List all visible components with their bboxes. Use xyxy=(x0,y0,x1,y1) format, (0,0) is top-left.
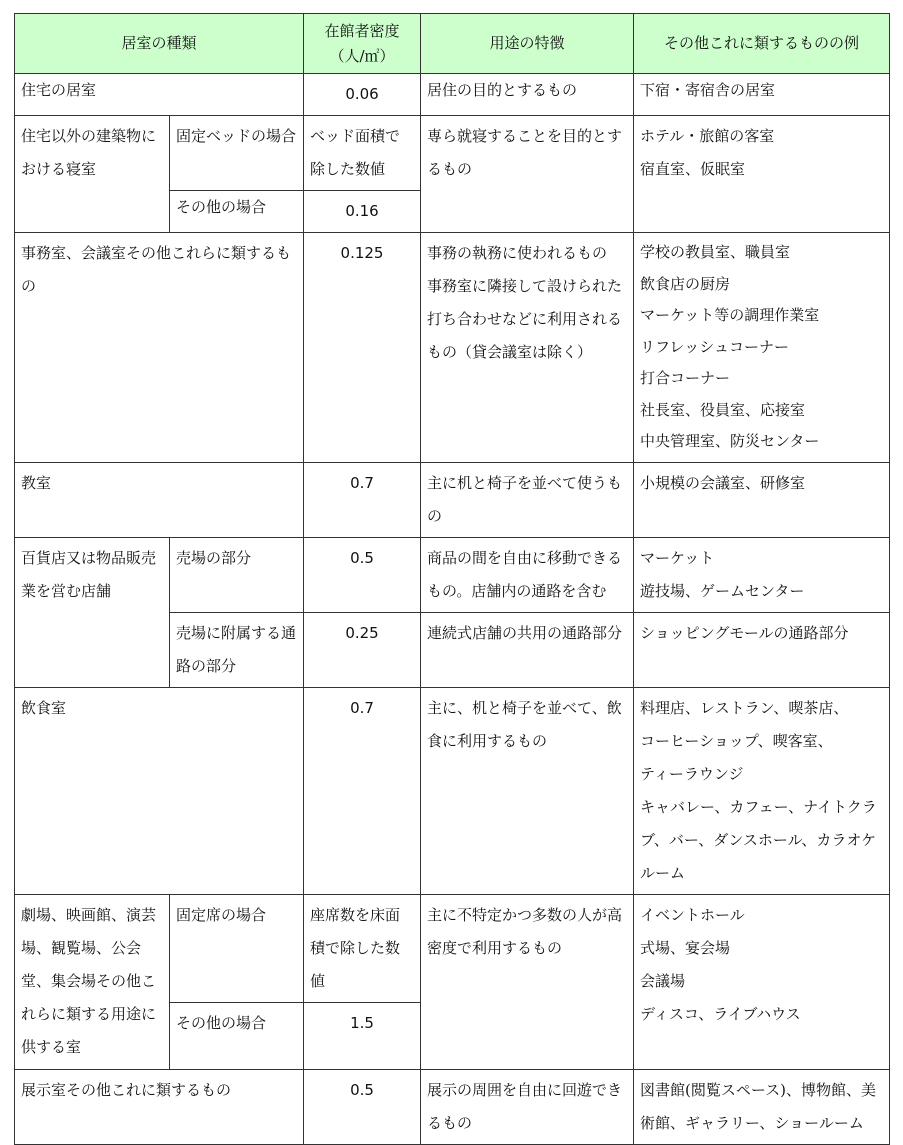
sub-type-cell: 固定ベッドの場合 xyxy=(170,116,304,191)
table-row xyxy=(15,116,890,191)
room-type-cell: 展示室その他これに類するもの xyxy=(15,1069,304,1144)
room-type-cell: 飲食室 xyxy=(15,687,304,894)
density-cell: 座席数を床面積で除した数値 xyxy=(304,894,421,1002)
density-cell: 0.25 xyxy=(304,612,421,687)
table-row xyxy=(15,687,890,894)
purpose-cell: 主に不特定かつ多数の人が高密度で利用するもの xyxy=(421,894,634,1069)
examples-cell: 下宿・寄宿舎の居室 xyxy=(634,74,890,116)
room-type-cell: 住宅の居室 xyxy=(15,74,304,116)
purpose-cell: 連続式店舗の共用の通路部分 xyxy=(421,612,634,687)
examples-cell: マーケット 遊技場、ゲームセンター xyxy=(634,537,890,612)
sub-type-cell: 固定席の場合 xyxy=(170,894,304,1002)
room-type-cell: 事務室、会議室その他これらに類するもの xyxy=(15,233,304,463)
examples-cell: 学校の教員室、職員室 飲食店の厨房 マーケット等の調理作業室 リフレッシュコーナー 打合コーナー 社長室、役員室、応接室 中央管理室、防災センター xyxy=(634,233,890,463)
sub-type-cell: その他の場合 xyxy=(170,1002,304,1069)
density-cell: 0.125 xyxy=(304,233,421,463)
density-cell: 0.16 xyxy=(304,191,421,233)
purpose-cell: 主に、机と椅子を並べて、飲食に利用するもの xyxy=(421,687,634,894)
examples-cell: 図書館(閲覧スペース)、博物館、美術館、ギャラリー、ショールーム xyxy=(634,1069,890,1144)
table-row xyxy=(15,462,890,537)
room-type-cell: 教室 xyxy=(15,462,304,537)
density-cell: 0.5 xyxy=(304,537,421,612)
examples-cell: 料理店、レストラン、喫茶店、 コーヒーショップ、喫客室、 ティーラウンジ キャバレー、カフェー、ナイトクラブ、バー、ダンスホール、カラオケルーム xyxy=(634,687,890,894)
density-cell: 1.5 xyxy=(304,1002,421,1069)
header-room-type: 居室の種類 xyxy=(15,14,304,74)
density-cell: ベッド面積で除した数値 xyxy=(304,116,421,191)
room-type-cell: 劇場、映画館、演芸場、観覧場、公会堂、集会場その他これらに類する用途に供する室 xyxy=(15,894,170,1069)
purpose-cell: 展示の周囲を自由に回遊できるもの xyxy=(421,1069,634,1144)
room-type-cell: 百貨店又は物品販売業を営む店舗 xyxy=(15,537,170,687)
purpose-cell: 事務の執務に使われるもの 事務室に隣接して設けられた打ち合わせなどに利用されるもの（貸会議室は除く） xyxy=(421,233,634,463)
table-header-row xyxy=(15,14,890,74)
purpose-cell: 居住の目的とするもの xyxy=(421,74,634,116)
density-cell: 0.06 xyxy=(304,74,421,116)
table-row xyxy=(15,233,890,463)
table-row xyxy=(15,74,890,116)
purpose-cell: 専ら就寝することを目的とするもの xyxy=(421,116,634,233)
purpose-cell: 主に机と椅子を並べて使うもの xyxy=(421,462,634,537)
density-cell: 0.7 xyxy=(304,462,421,537)
header-purpose: 用途の特徴 xyxy=(421,14,634,74)
examples-cell: ショッピングモールの通路部分 xyxy=(634,612,890,687)
density-cell: 0.7 xyxy=(304,687,421,894)
table-row xyxy=(15,537,890,612)
header-density: 在館者密度 （人/㎡） xyxy=(304,14,421,74)
table-row xyxy=(15,894,890,1002)
purpose-cell: 商品の間を自由に移動できるもの。店舗内の通路を含む xyxy=(421,537,634,612)
occupancy-density-table xyxy=(14,13,890,1145)
header-examples: その他これに類するものの例 xyxy=(634,14,890,74)
sub-type-cell: 売場の部分 xyxy=(170,537,304,612)
sub-type-cell: その他の場合 xyxy=(170,191,304,233)
density-cell: 0.5 xyxy=(304,1069,421,1144)
examples-cell: イベントホール 式場、宴会場 会議場 ディスコ、ライブハウス xyxy=(634,894,890,1069)
examples-cell: ホテル・旅館の客室 宿直室、仮眠室 xyxy=(634,116,890,233)
table-row xyxy=(15,1069,890,1144)
sub-type-cell: 売場に附属する通路の部分 xyxy=(170,612,304,687)
examples-cell: 小規模の会議室、研修室 xyxy=(634,462,890,537)
room-type-cell: 住宅以外の建築物における寝室 xyxy=(15,116,170,233)
